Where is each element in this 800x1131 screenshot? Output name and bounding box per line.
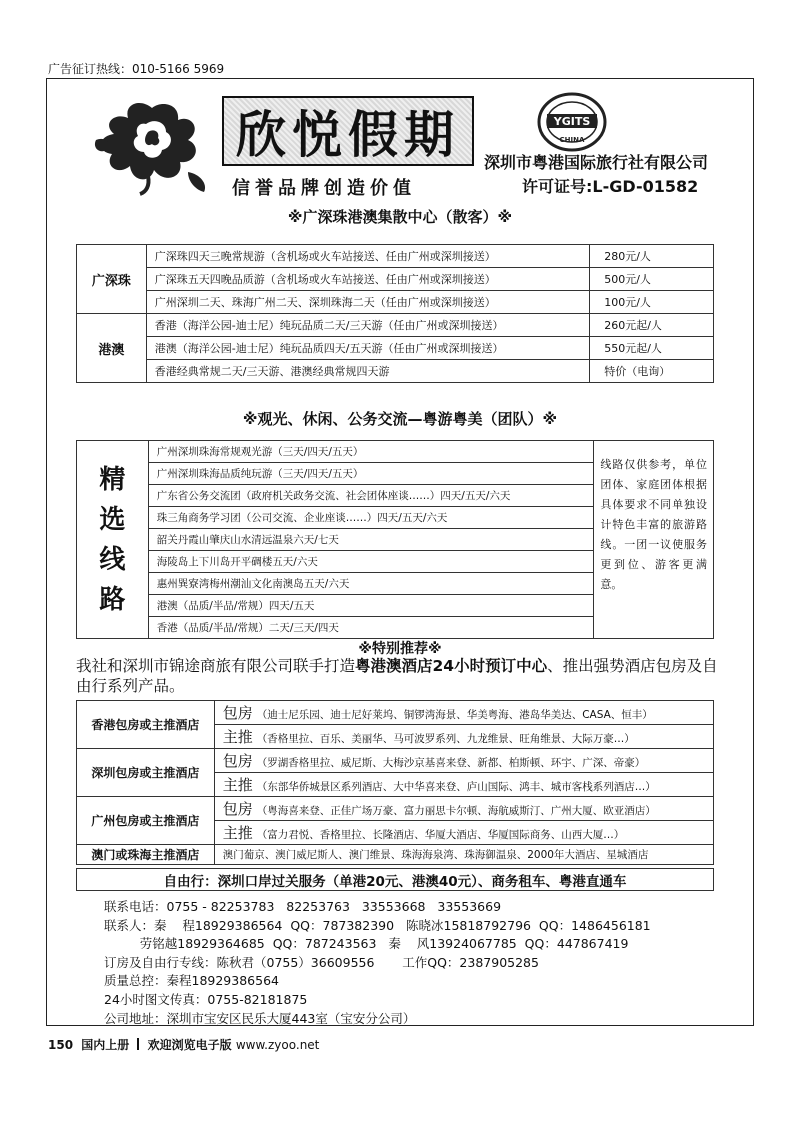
hotel-push-cell: 主推 （东部华侨城景区系列酒店、大中华喜来登、庐山国际、鸿丰、城市客栈系列酒店…）	[214, 773, 713, 797]
brand-title-box	[222, 96, 474, 166]
hotel-room-cell: 包房 （罗湖香格里拉、威尼斯、大梅沙京基喜来登、新都、柏斯顿、环宇、广深、帝豪）	[214, 749, 713, 773]
category-selected-routes: 精选线路	[77, 441, 149, 639]
section2-title: ※观光、休闲、公务交流—粤游粤美（团队）※	[242, 410, 558, 428]
route-note: 线路仅供参考，单位团体、家庭团体根据具体要求不同单独设计特色丰富的旅游路线。一团一议使服务更到位、游客更满意。	[594, 441, 714, 639]
ad-hotline: 广告征订热线：010-5166 5969	[48, 62, 225, 76]
route-cell: 香港（海洋公园-迪士尼）纯玩品质二天/三天游（任由广州或深圳接送）	[146, 314, 589, 337]
contact-fax: 24小时图文传真：0755-82181875	[104, 991, 308, 1007]
table-row	[77, 360, 714, 383]
route-cell: 香港经典常规二天/三天游、港澳经典常规四天游	[146, 360, 589, 383]
route-cell: 港澳（海洋公园-迪士尼）纯玩品质四天/五天游（任由广州或深圳接送）	[146, 337, 589, 360]
route-cell: 香港（品质/半品/常规）二天/三天/四天	[148, 617, 594, 639]
table-row	[77, 337, 714, 360]
contact-booking: 订房及自由行专线：陈秋君（0755）36609556 工作QQ：2387905285	[104, 954, 539, 970]
brand-title: 欣悦假期	[236, 105, 460, 164]
seal-text: YGITS	[553, 115, 591, 128]
category-gsz: 广深珠	[77, 245, 147, 314]
page-number: 150	[48, 1038, 74, 1052]
route-cell: 韶关丹霞山肇庆山水清远温泉六天/七天	[148, 529, 594, 551]
table-row	[77, 749, 714, 773]
hotel-room-cell: 包房 （粤海喜来登、正佳广场万豪、富力丽思卡尔顿、海航威斯汀、广州大厦、欧亚酒店）	[214, 797, 713, 821]
table-row	[77, 245, 714, 268]
footer-section: 国内上册	[81, 1038, 130, 1052]
contact-person-1: 联系人：秦 程18929386564 QQ：787382390 陈晓冰15818792796 QQ：1486456181	[104, 917, 651, 933]
table-row	[77, 268, 714, 291]
table-row	[77, 701, 714, 725]
table-row	[77, 291, 714, 314]
price-cell: 特价（电询）	[590, 360, 714, 383]
route-cell: 珠三角商务学习团（公司交流、企业座谈……）四天/五天/六天	[148, 507, 594, 529]
ygits-seal-icon	[537, 92, 607, 152]
macau-hotels: 澳门葡京、澳门威尼斯人、澳门维景、珠海海泉湾、珠海御温泉、2000年大酒店、星城酒店	[214, 845, 713, 865]
hotel-city: 广州包房或主推酒店	[77, 797, 215, 845]
license-number: 许可证号:L-GD-01582	[522, 177, 699, 196]
free-travel-line: 自由行：深圳口岸过关服务（单港20元、港澳40元）、商务租车、粤港直通车	[77, 869, 714, 891]
price-cell: 280元/人	[590, 245, 714, 268]
route-cell: 广东省公务交流团（政府机关政务交流、社会团体座谈……）四天/五天/六天	[148, 485, 594, 507]
price-cell: 100元/人	[590, 291, 714, 314]
route-cell: 惠州巽寮湾梅州潮汕文化南澳岛五天/六天	[148, 573, 594, 595]
section1-title: ※广深珠港澳集散中心（散客）※	[287, 208, 513, 226]
contact-quality: 质量总控：秦程18929386564	[104, 973, 279, 989]
group-tour-table	[76, 440, 714, 639]
route-cell: 广州深圳珠海品质纯玩游（三天/四天/五天）	[148, 463, 594, 485]
route-cell: 广州深圳二天、珠海广州二天、深圳珠海二天（任由广州或深圳接送）	[146, 291, 589, 314]
brand-slogan: 信誉品牌创造价值	[232, 178, 416, 199]
route-cell: 海陵岛上下川岛开平碉楼五天/六天	[148, 551, 594, 573]
hotel-push-cell: 主推 （香格里拉、百乐、美丽华、马可波罗系列、九龙维景、旺角维景、大际万豪…）	[214, 725, 713, 749]
company-name: 深圳市粤港国际旅行社有限公司	[484, 153, 709, 172]
booking-center: 粤港澳酒店24小时预订中心	[355, 657, 548, 675]
seal-sub: CHINA	[559, 136, 585, 144]
price-cell: 500元/人	[590, 268, 714, 291]
flower-logo-icon	[88, 96, 218, 196]
footer-divider	[137, 1038, 139, 1050]
scatter-tour-table	[76, 244, 714, 383]
footer-site-link[interactable]: www.zyoo.net	[235, 1038, 320, 1052]
contact-block	[104, 898, 651, 1028]
hotel-table	[76, 700, 714, 865]
price-cell: 260元起/人	[590, 314, 714, 337]
free-travel-table	[76, 868, 714, 891]
footer-invite: 欢迎浏览电子版	[147, 1038, 232, 1052]
hotel-room-cell: 包房 （迪士尼乐园、迪士尼好莱坞、铜锣湾海景、华美粤海、港岛华美达、CASA、恒丰）	[214, 701, 713, 725]
contact-person-2: 劳铭越18929364685 QQ：787243563 秦 风13924067785 QQ：447867419	[104, 936, 629, 952]
route-cell: 广深珠五天四晚品质游（含机场或火车站接送、任由广州或深圳接送）	[146, 268, 589, 291]
table-row	[77, 441, 714, 463]
table-row	[77, 797, 714, 821]
contact-address: 公司地址：深圳市宝安区民乐大厦443室（宝安分公司）	[104, 1010, 416, 1026]
special-intro: 我社和深圳市锦途商旅有限公司联手打造粤港澳酒店24小时预订中心、推出强势酒店包房及自由行系列产品。	[76, 657, 718, 695]
category-hkmo: 港澳	[77, 314, 147, 383]
hotel-city: 深圳包房或主推酒店	[77, 749, 215, 797]
table-row	[77, 845, 714, 865]
route-cell: 广州深圳珠海常规观光游（三天/四天/五天）	[148, 441, 594, 463]
price-cell: 550元起/人	[590, 337, 714, 360]
table-row	[77, 314, 714, 337]
route-cell: 港澳（品质/半品/常规）四天/五天	[148, 595, 594, 617]
hotel-push-cell: 主推 （富力君悦、香格里拉、长隆酒店、华厦大酒店、华厦国际商务、山西大厦…）	[214, 821, 713, 845]
special-title: ※特别推荐※	[358, 641, 442, 657]
hotel-city: 香港包房或主推酒店	[77, 701, 215, 749]
contact-phone: 联系电话：0755 - 82253783 82253763 33553668 33553669	[104, 899, 502, 914]
hotel-city: 澳门或珠海主推酒店	[77, 845, 215, 865]
table-row	[77, 869, 714, 891]
page-footer	[48, 1036, 319, 1053]
route-cell: 广深珠四天三晚常规游（含机场或火车站接送、任由广州或深圳接送）	[146, 245, 589, 268]
